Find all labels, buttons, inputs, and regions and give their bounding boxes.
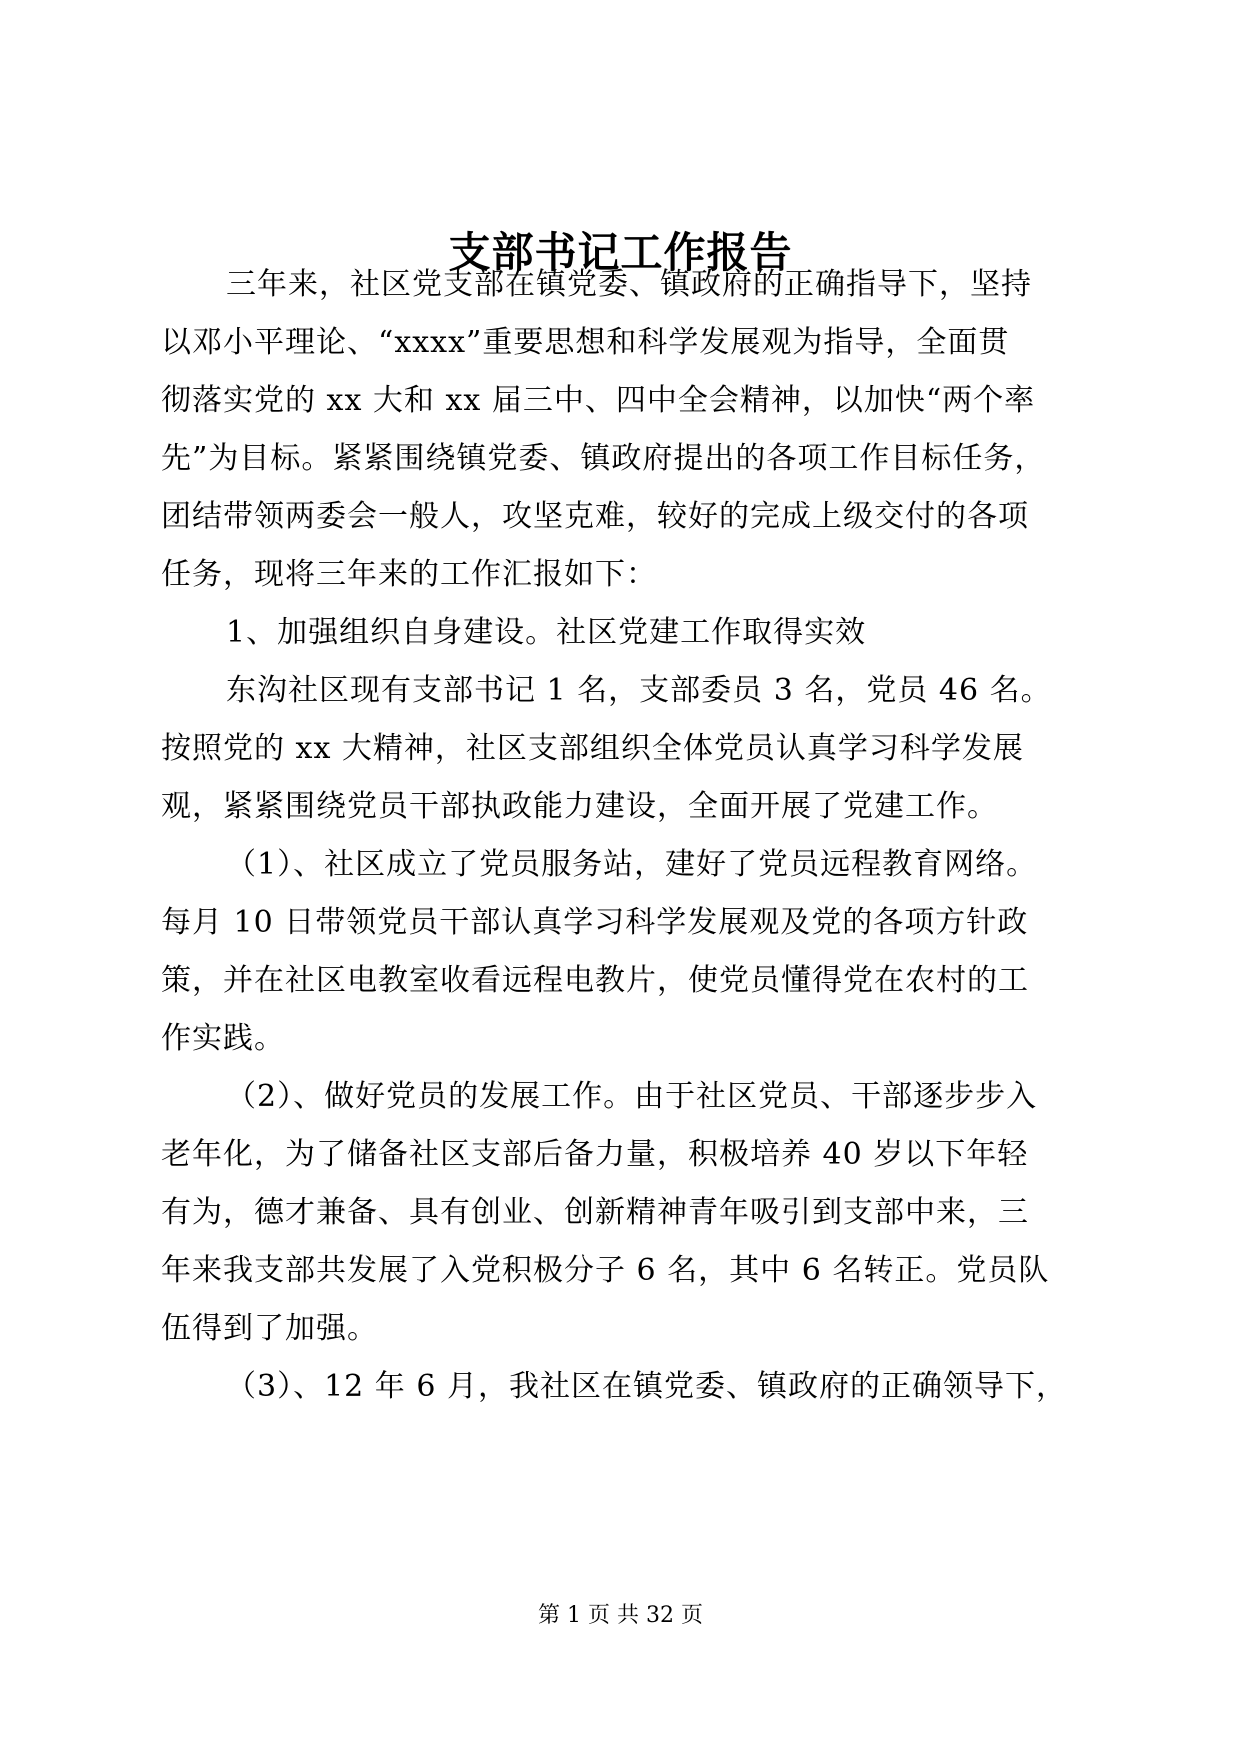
paragraph-line: 团结带领两委会一般人，攻坚克难，较好的完成上级交付的各项 xyxy=(161,499,1029,534)
paragraph-line: （1）、社区成立了党员服务站，建好了党员远程教育网络。 xyxy=(226,847,1038,882)
paragraph-line: 观，紧紧围绕党员干部执政能力建设，全面开展了党建工作。 xyxy=(161,789,998,824)
paragraph-line: 三年来，社区党支部在镇党委、镇政府的正确指导下，坚持 xyxy=(226,267,1032,302)
paragraph-line: 年来我支部共发展了入党积极分子 6 名，其中 6 名转正。党员队 xyxy=(161,1253,1050,1288)
paragraph-line: 作实践。 xyxy=(161,1021,285,1056)
paragraph-line: 伍得到了加强。 xyxy=(161,1311,378,1346)
paragraph-line: 有为，德才兼备、具有创业、创新精神青年吸引到支部中来，三 xyxy=(161,1195,1029,1230)
section-heading: 1、加强组织自身建设。社区党建工作取得实效 xyxy=(226,615,867,650)
paragraph-line: 按照党的 xx 大精神，社区支部组织全体党员认真学习科学发展 xyxy=(161,731,1024,766)
paragraph-line: 东沟社区现有支部书记 1 名，支部委员 3 名，党员 46 名。 xyxy=(226,673,1052,708)
paragraph-line: （2）、做好党员的发展工作。由于社区党员、干部逐步步入 xyxy=(226,1079,1038,1114)
page-footer: 第 1 页 共 32 页 xyxy=(538,1603,703,1628)
paragraph-line: 彻落实党的 xx 大和 xx 届三中、四中全会精神，以加快“两个率 xyxy=(161,383,1036,418)
paragraph-line: 每月 10 日带领党员干部认真学习科学发展观及党的各项方针政 xyxy=(161,905,1029,940)
paragraph-line: （3）、12 年 6 月，我社区在镇党委、镇政府的正确领导下， xyxy=(226,1369,1067,1404)
document-title: 支部书记工作报告 xyxy=(448,228,793,277)
paragraph-line: 策，并在社区电教室收看远程电教片，使党员懂得党在农村的工 xyxy=(161,963,1029,998)
paragraph-line: 以邓小平理论、“xxxx”重要思想和科学发展观为指导，全面贯 xyxy=(161,325,1010,360)
paragraph-line: 老年化，为了储备社区支部后备力量，积极培养 40 岁以下年轻 xyxy=(161,1137,1029,1172)
paragraph-line: 任务，现将三年来的工作汇报如下： xyxy=(161,557,657,592)
paragraph-line: 先”为目标。紧紧围绕镇党委、镇政府提出的各项工作目标任务， xyxy=(161,441,1046,476)
